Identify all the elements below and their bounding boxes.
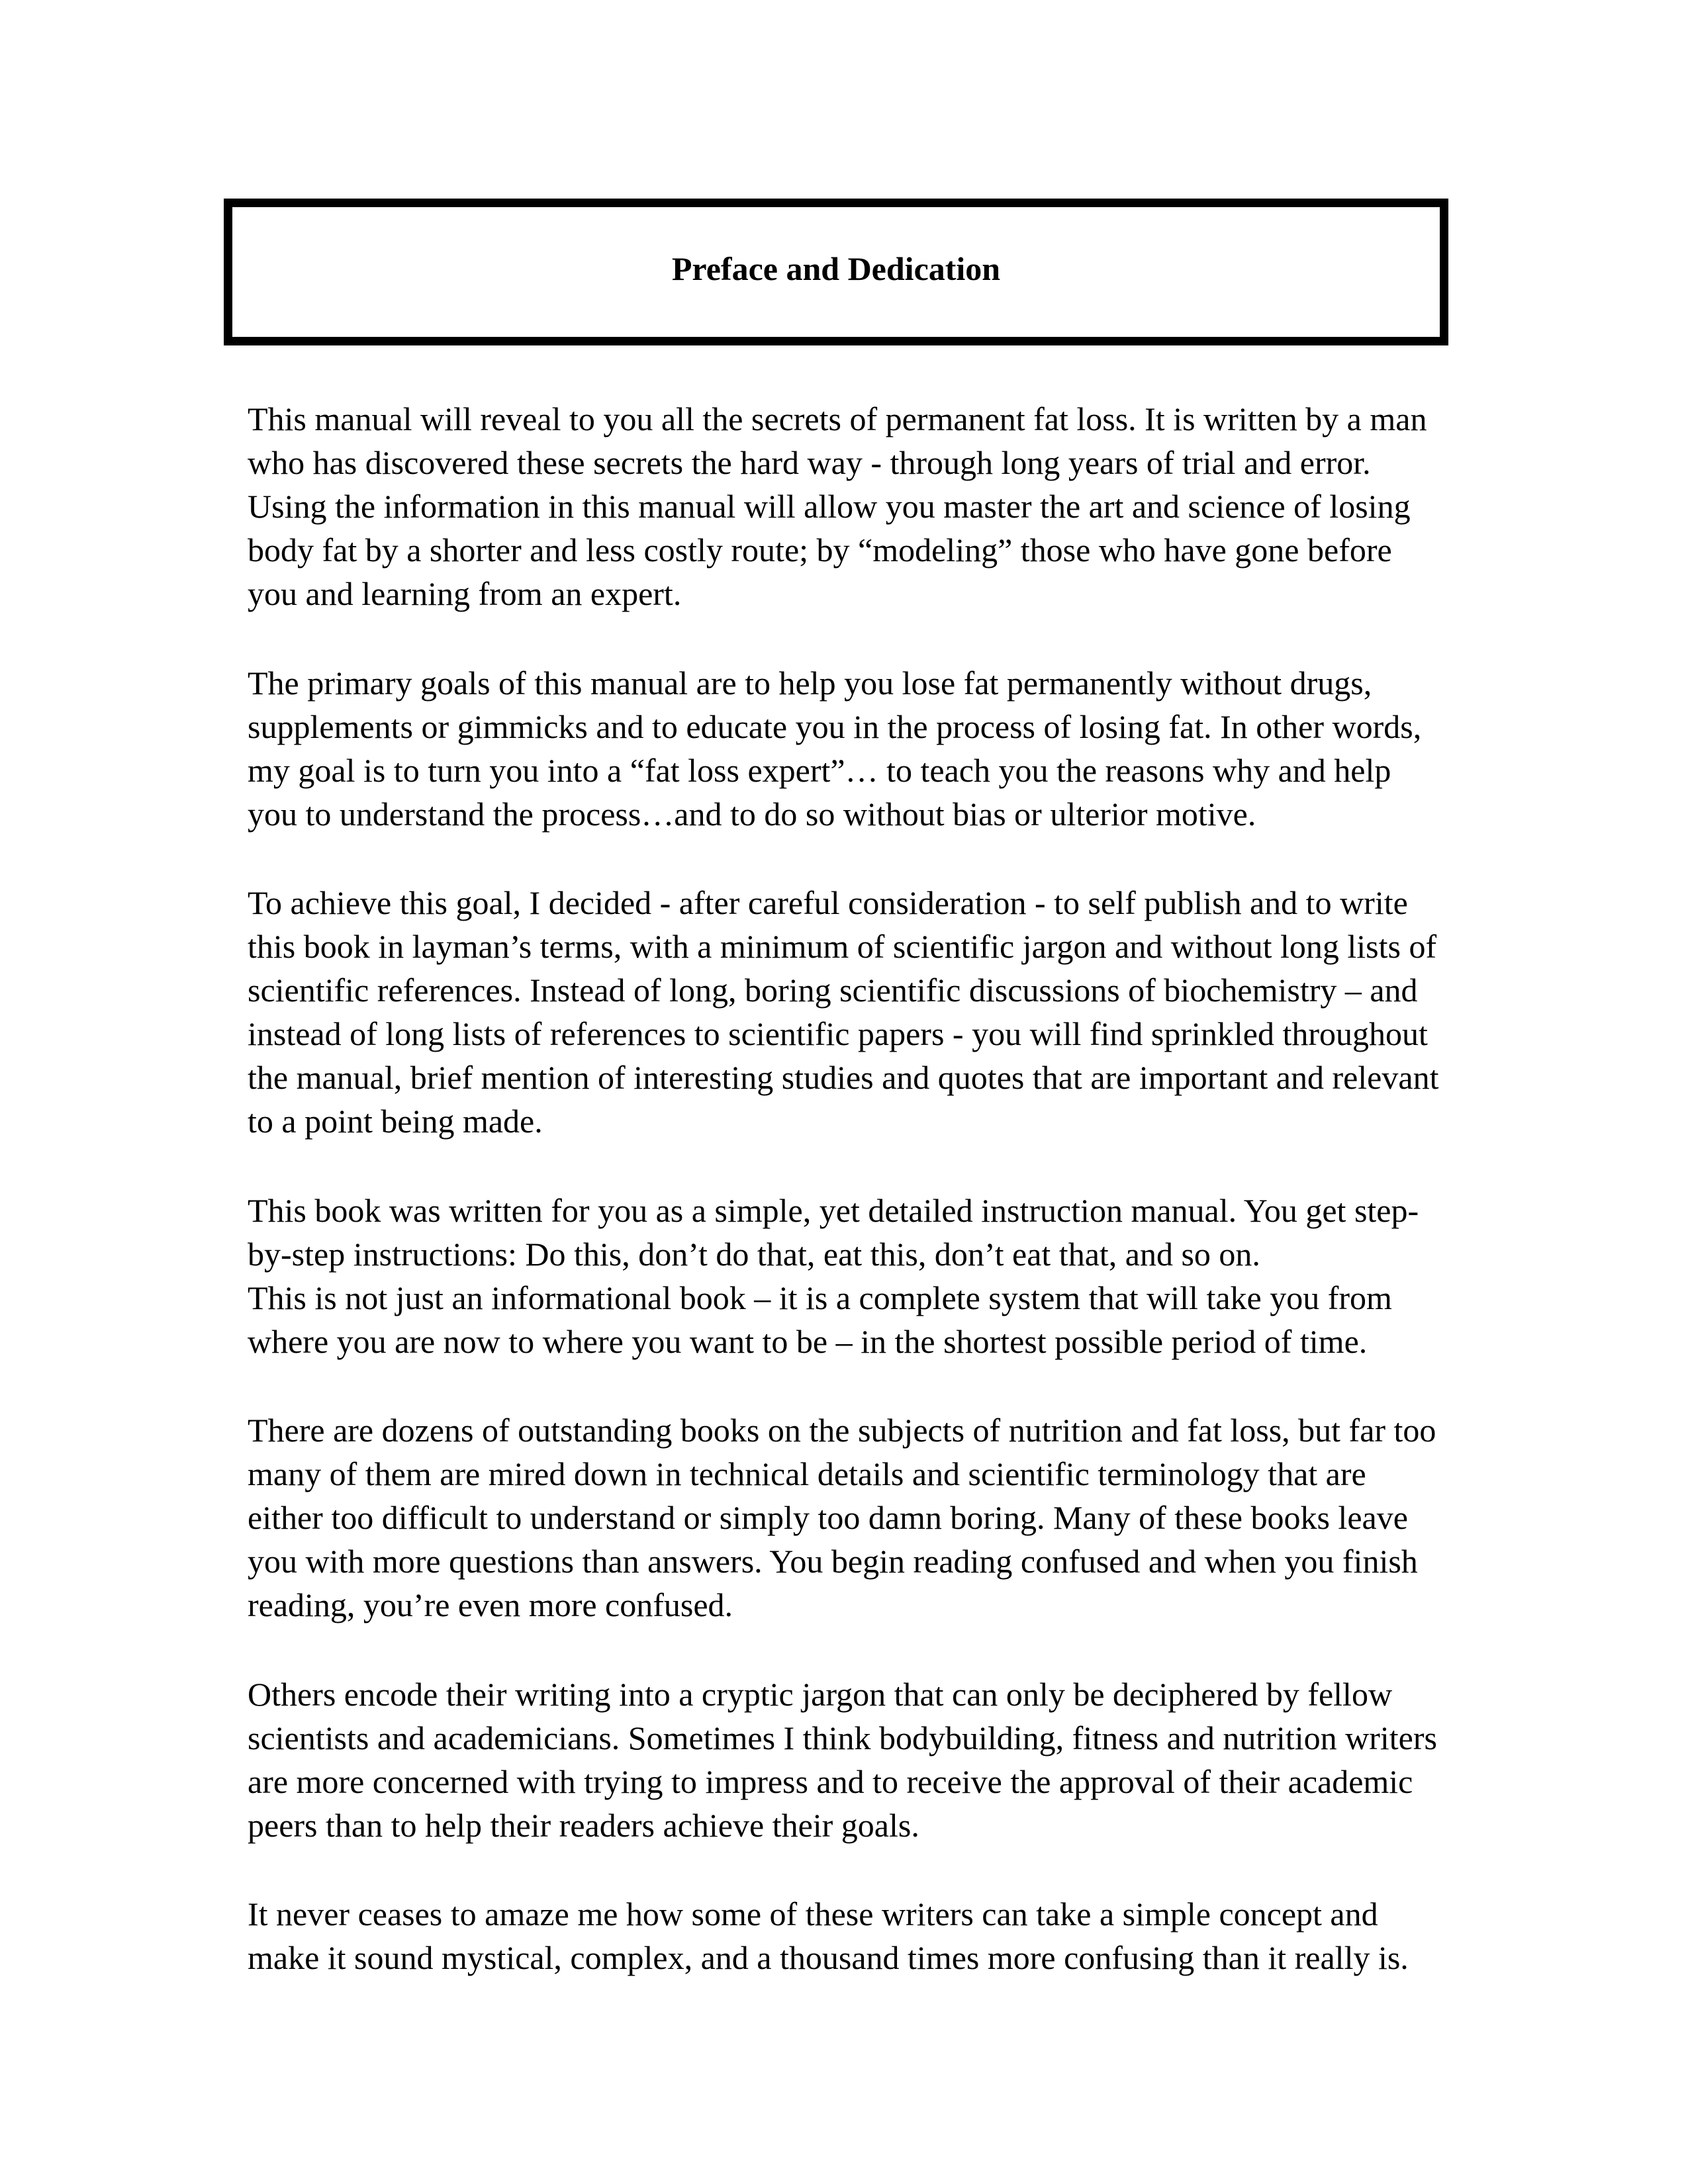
paragraph bbox=[248, 1189, 1459, 1363]
text-line: scientific references. Instead of long, boring scientific discussions of biochemistry – and bbox=[248, 972, 1418, 1009]
paragraph bbox=[248, 1408, 1459, 1627]
body-text bbox=[248, 397, 1459, 2025]
text-line: my goal is to turn you into a “fat loss expert”… to teach you the reasons why and help bbox=[248, 751, 1391, 789]
text-line: Others encode their writing into a cryptic jargon that can only be deciphered by fellow bbox=[248, 1675, 1393, 1713]
text-line: This manual will reveal to you all the secrets of permanent fat loss. It is written by a man bbox=[248, 400, 1427, 437]
text-line: to a point being made. bbox=[248, 1103, 543, 1140]
text-line: the manual, brief mention of interesting studies and quotes that are important and relevant bbox=[248, 1059, 1439, 1096]
text-line: reading, you’re even more confused. bbox=[248, 1586, 733, 1623]
text-line: you to understand the process…and to do so without bias or ulterior motive. bbox=[248, 795, 1256, 833]
paragraph bbox=[248, 881, 1459, 1143]
text-line: Using the information in this manual will allow you master the art and science of losing bbox=[248, 488, 1411, 525]
text-line: who has discovered these secrets the hard way - through long years of trial and error. bbox=[248, 444, 1371, 481]
text-line: It never ceases to amaze me how some of these writers can take a simple concept and bbox=[248, 1895, 1378, 1933]
text-line: where you are now to where you want to be – in the shortest possible period of time. bbox=[248, 1322, 1368, 1360]
text-line: you with more questions than answers. You begin reading confused and when you finish bbox=[248, 1543, 1418, 1580]
text-line: this book in layman’s terms, with a minimum of scientific jargon and without long lists of bbox=[248, 928, 1437, 965]
text-line: body fat by a shorter and less costly route; by “modeling” those who have gone before bbox=[248, 531, 1392, 569]
text-line: either too difficult to understand or simply too damn boring. Many of these books leave bbox=[248, 1499, 1408, 1536]
text-line: scientists and academicians. Sometimes I think bodybuilding, fitness and nutrition writers bbox=[248, 1719, 1437, 1756]
title-box bbox=[224, 199, 1448, 345]
text-line: This is not just an informational book – it is a complete system that will take you from bbox=[248, 1279, 1392, 1316]
paragraph bbox=[248, 1892, 1459, 1979]
text-line: you and learning from an expert. bbox=[248, 575, 682, 612]
text-line: many of them are mired down in technical details and scientific terminology that are bbox=[248, 1455, 1366, 1492]
paragraph bbox=[248, 661, 1459, 836]
paragraph bbox=[248, 1672, 1459, 1847]
text-line: make it sound mystical, complex, and a thousand times more confusing than it really is. bbox=[248, 1939, 1409, 1976]
text-line: This book was written for you as a simple, yet detailed instruction manual. You get step- bbox=[248, 1191, 1419, 1229]
text-line: There are dozens of outstanding books on the subjects of nutrition and fat loss, but far too bbox=[248, 1412, 1436, 1449]
text-line: supplements or gimmicks and to educate you in the process of losing fat. In other words, bbox=[248, 707, 1422, 745]
paragraph bbox=[248, 397, 1459, 615]
text-line: by-step instructions: Do this, don’t do that, eat this, don’t eat that, and so on. bbox=[248, 1235, 1260, 1273]
text-line: instead of long lists of references to scientific papers - you will find sprinkled throughout bbox=[248, 1015, 1428, 1052]
page-title: Preface and Dedication bbox=[671, 250, 1001, 287]
text-line: The primary goals of this manual are to help you lose fat permanently without drugs, bbox=[248, 664, 1372, 702]
text-line: To achieve this goal, I decided - after careful consideration - to self publish and to write bbox=[248, 884, 1408, 921]
text-line: are more concerned with trying to impress and to receive the approval of their academic bbox=[248, 1762, 1413, 1800]
text-line: peers than to help their readers achieve their goals. bbox=[248, 1806, 919, 1844]
